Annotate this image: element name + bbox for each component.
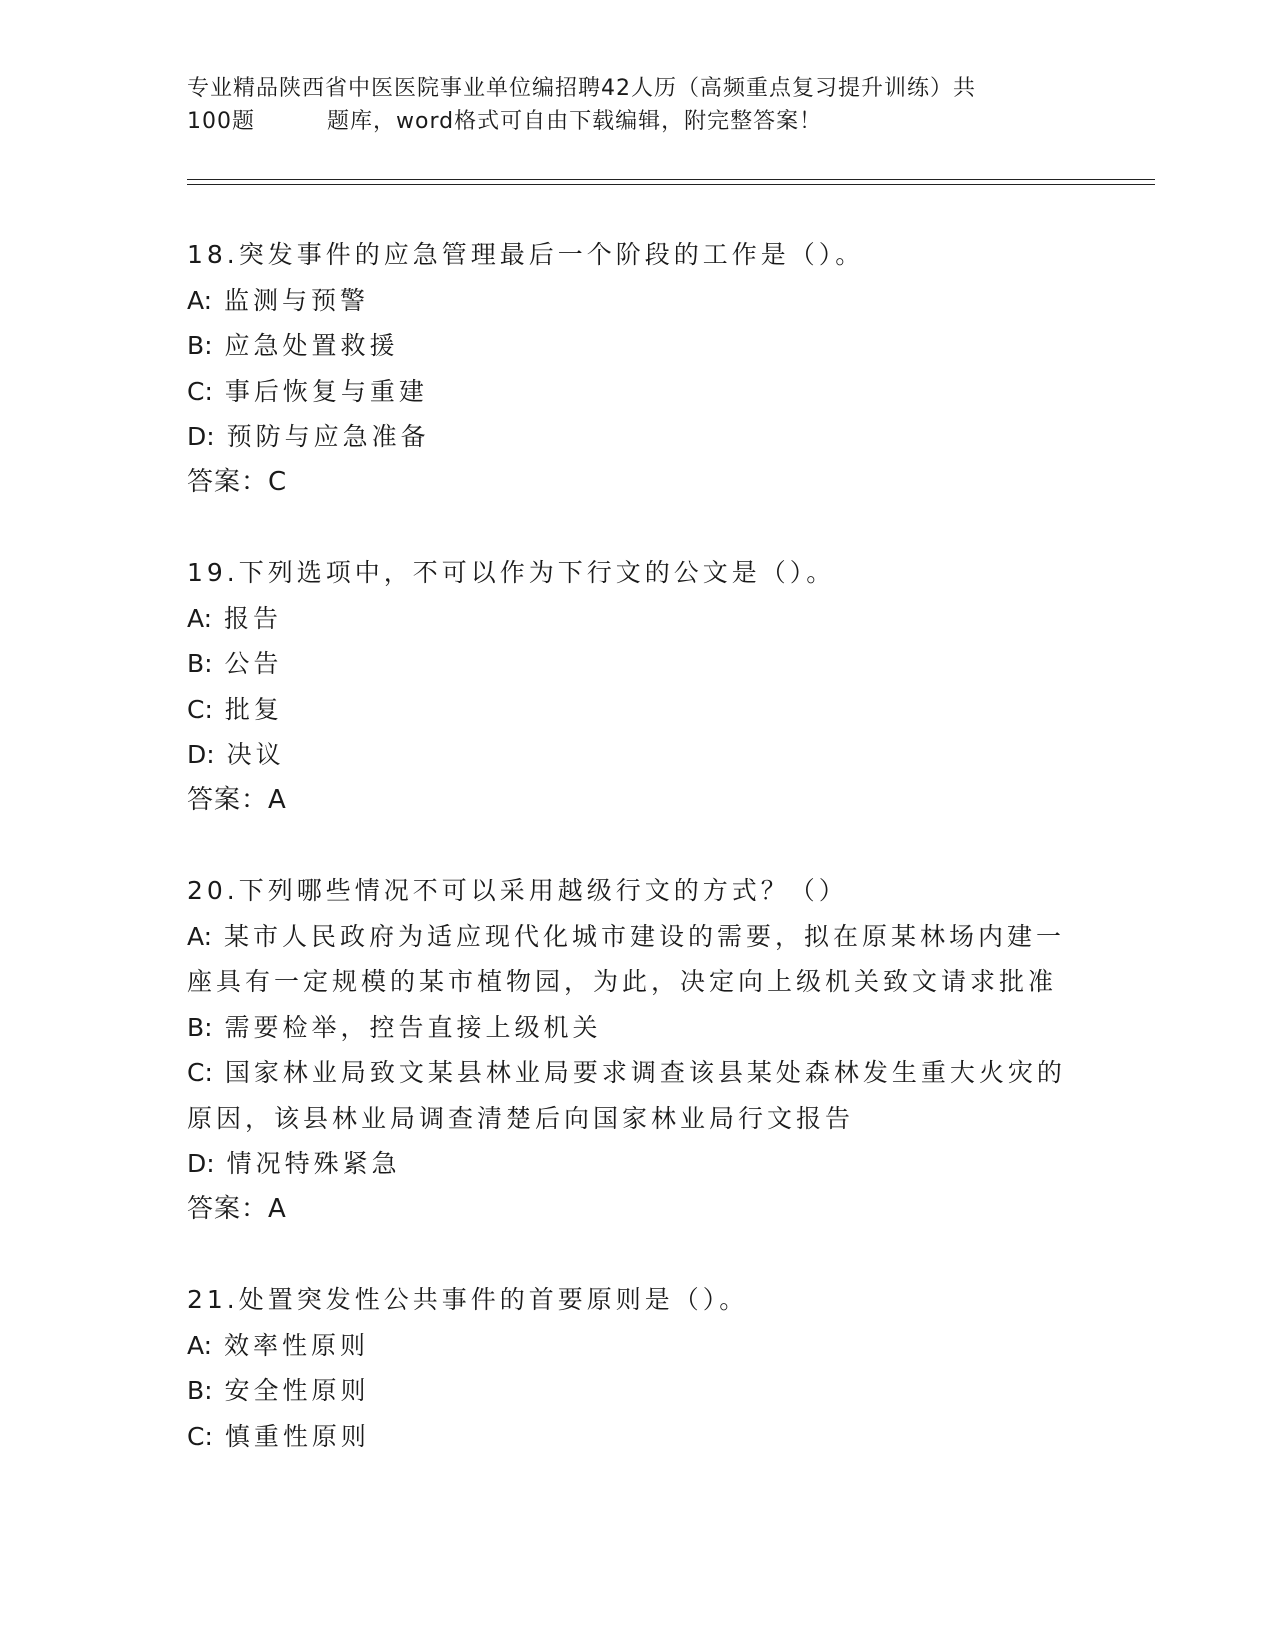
answer-line: 答案：C [187,466,288,497]
question-stem: 18.突发事件的应急管理最后一个阶段的工作是（）。 [187,240,865,269]
question-20 [187,868,1087,1232]
option-letter: D: [187,422,215,451]
option-text: 决议 [226,740,285,769]
option-letter: D: [187,1149,215,1178]
option-text: 公告 [224,649,283,678]
option-letter: A: [187,603,213,633]
header-description: 题库，word格式可自由下载编辑，附完整答案！ [327,109,823,134]
option-text: 事后恢复与重建 [224,376,428,406]
question-21 [187,1277,1087,1459]
option-letter: B: [187,331,213,360]
header-divider-bottom [187,184,1155,185]
question-list [187,232,1087,1504]
option-c-continued: 原因，该县林业局调查清楚后向国家林业局行文报告 [187,1103,855,1133]
option-b [187,1005,1087,1051]
header-title-line-2 [187,105,1067,138]
option-d [187,1141,1087,1187]
option-text: 报告 [224,603,283,633]
option-text: 国家林业局致文某县林业局要求调查该县某处森林发生重大火灾的 [224,1058,1066,1087]
option-letter: C: [187,1058,213,1087]
question-stem: 19.下列选项中，不可以作为下行文的公文是（）。 [187,558,836,587]
option-c [187,1050,1087,1096]
option-letter: D: [187,740,215,769]
header-divider-top [187,179,1155,180]
answer-line: 答案：A [187,1193,287,1224]
option-text: 监测与预警 [224,285,370,315]
option-c [187,369,1087,415]
option-c [187,687,1087,733]
option-b [187,641,1087,687]
option-b [187,323,1087,369]
option-text: 慎重性原则 [224,1421,370,1451]
option-letter: A: [187,1330,213,1360]
option-letter: A: [187,285,213,315]
option-letter: C: [187,1421,213,1451]
question-18 [187,232,1087,505]
document-header [187,72,1067,138]
option-text: 应急处置救援 [224,331,399,360]
option-b [187,1368,1087,1414]
option-text: 效率性原则 [224,1330,370,1360]
option-a [187,596,1087,642]
question-stem: 21.处置突发性公共事件的首要原则是（）。 [187,1285,749,1314]
option-text: 批复 [224,694,283,724]
option-text: 安全性原则 [224,1376,370,1405]
option-a [187,914,1087,960]
question-stem: 20.下列哪些情况不可以采用越级行文的方式？（） [187,876,848,905]
option-text: 某市人民政府为适应现代化城市建设的需要，拟在原某林场内建一 [224,921,1066,951]
option-a [187,278,1087,324]
option-letter: A: [187,921,213,951]
header-title-line-1: 专业精品陕西省中医医院事业单位编招聘42人历（高频重点复习提升训练）共 [187,76,976,101]
answer-line: 答案：A [187,784,287,815]
option-text: 预防与应急准备 [226,422,430,451]
option-letter: B: [187,1376,213,1405]
option-d [187,732,1087,778]
option-c [187,1414,1087,1460]
option-text: 情况特殊紧急 [226,1149,401,1178]
option-a-continued: 座具有一定规模的某市植物园，为此，决定向上级机关致文请求批准 [187,967,1058,996]
header-question-count: 100题 [187,109,255,134]
option-letter: B: [187,649,213,678]
option-d [187,414,1087,460]
option-letter: B: [187,1012,213,1042]
option-letter: C: [187,694,213,724]
option-a [187,1323,1087,1369]
option-text: 需要检举，控告直接上级机关 [224,1012,602,1042]
option-letter: C: [187,376,213,406]
question-19 [187,550,1087,823]
header-gap [255,105,327,138]
